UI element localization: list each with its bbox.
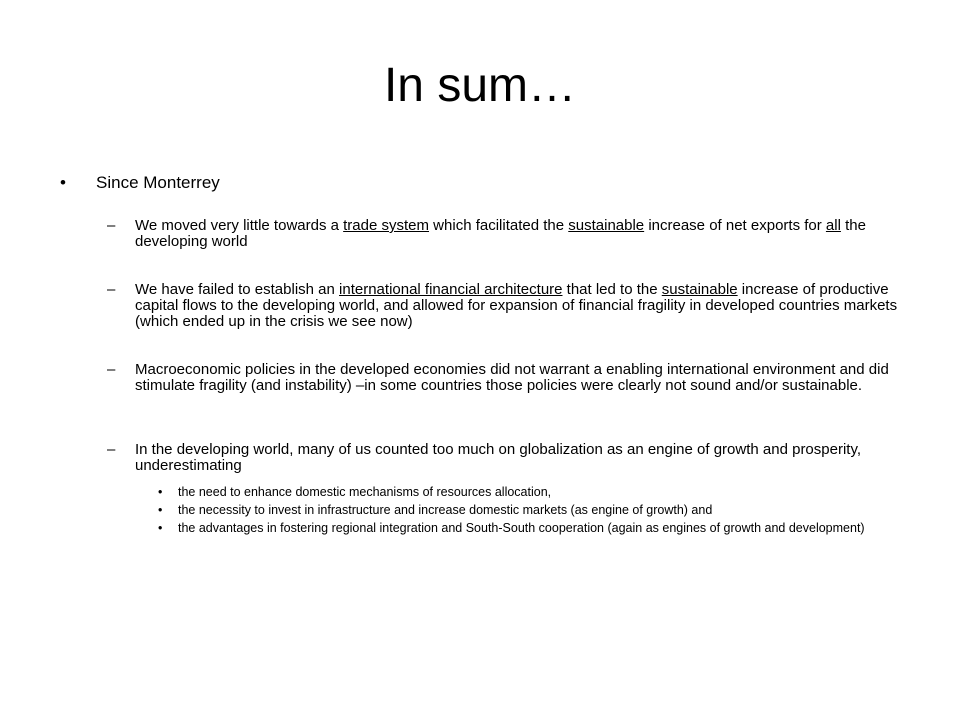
dash-marker: – [107,361,116,378]
bullet-marker: • [158,521,163,535]
point-text: We moved very little towards a trade system which facilitated the sustainable increase of net exports for all the developing world [135,217,866,250]
underlined-sustainable: sustainable [568,217,645,234]
bullet-heading: Since Monterrey [96,173,220,192]
point-developing-world [107,441,900,474]
point-text: Macroeconomic policies in the developed economies did not warrant a enabling international environment and did stimulate fragility (and instability) –in some countries those policies were clearly not sound and/or sustainable. [135,361,889,394]
bullet-marker: • [60,173,66,192]
subpoint-text: the need to enhance domestic mechanisms of resources allocation, [178,485,552,499]
dash-marker: – [107,217,116,234]
underlined-sustainable: sustainable [661,281,738,298]
point-macroeconomic-policies [107,361,900,394]
dash-marker: – [107,281,116,298]
point-text: In the developing world, many of us counted too much on globalization as an engine of growth and prosperity, underestimating [135,441,862,474]
subpoint-text: the advantages in fostering regional integration and South-South cooperation (again as engines of growth and development) [178,521,865,535]
subpoint-text: the necessity to invest in infrastructure and increase domestic markets (as engine of growth) and [178,503,713,517]
bullet-since-monterrey [60,172,220,194]
point-trade-system [107,217,900,250]
subpoint-regional-integration [158,521,900,535]
dash-marker: – [107,441,116,458]
point-financial-architecture [107,281,900,330]
bullet-marker: • [158,503,163,517]
point-text: We have failed to establish an international financial architecture that led to the sustainable increase of productive capital flows to the developing world, and allowed for expansion of financial fragility in developed countries markets (which ended up in the crisis we see now) [135,281,898,330]
subpoint-domestic-mechanisms [158,485,900,499]
underlined-international-financial-architecture: international financial architecture [339,281,563,298]
underlined-trade-system: trade system [343,217,430,234]
bullet-marker: • [158,485,163,499]
slide-title: In sum… [383,59,577,112]
subpoint-infrastructure [158,503,900,517]
underlined-all: all [825,217,841,234]
